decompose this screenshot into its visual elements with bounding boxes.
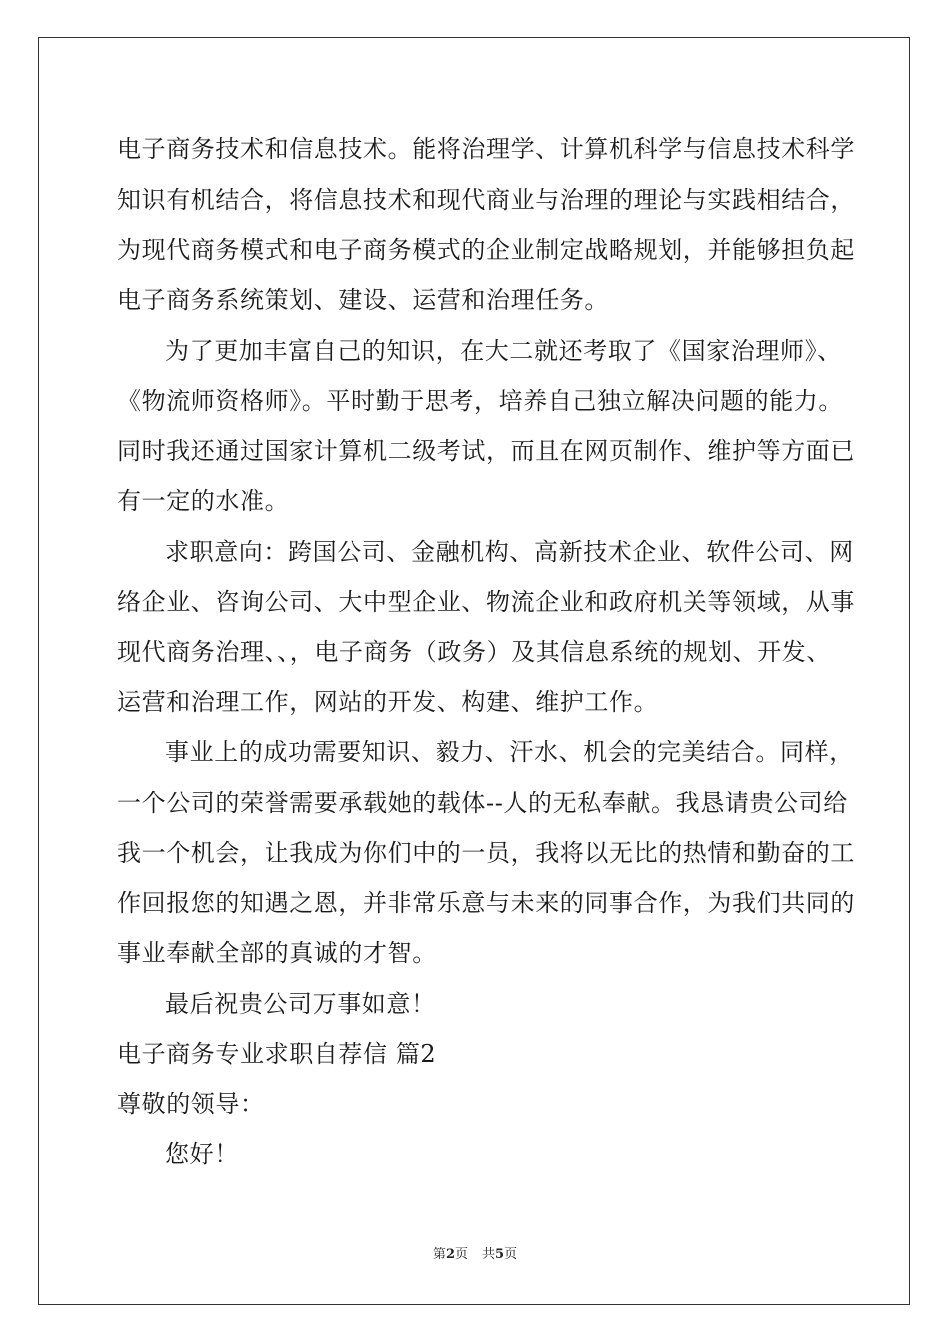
paragraph-4-line-1: 事业上的成功需要知识、毅力、汗水、机会的完美结合。同样， xyxy=(165,738,854,766)
section-title: 电子商务专业求职自荐信 篇2 xyxy=(117,1040,437,1068)
page-number-current: 2 xyxy=(445,1247,455,1262)
page-total-prefix: 共 xyxy=(482,1247,496,1262)
paragraph-3-line-1: 求职意向：跨国公司、金融机构、高新技术企业、软件公司、网 xyxy=(165,538,854,566)
paragraph-1-line-3: 为现代商务模式和电子商务模式的企业制定战略规划，并能够担负起 xyxy=(117,236,855,264)
paragraph-3-line-3: 现代商务治理、、，电子商务（政务）及其信息系统的规划、开发、 xyxy=(117,638,831,666)
paragraph-1-line-1: 电子商务技术和信息技术。能将治理学、计算机科学与信息技术科学 xyxy=(117,135,855,163)
paragraph-4-line-2: 一个公司的荣誉需要承载她的载体--人的无私奉献。我恳请贵公司给 xyxy=(117,789,848,817)
page-total-suffix: 页 xyxy=(504,1247,518,1262)
salutation: 尊敬的领导： xyxy=(117,1090,265,1118)
paragraph-1-line-2: 知识有机结合，将信息技术和现代商业与治理的理论与实践相结合， xyxy=(117,186,855,214)
paragraph-2-line-3: 同时我还通过国家计算机二级考试，而且在网页制作、维护等方面已 xyxy=(117,437,855,465)
paragraph-4-line-4: 作回报您的知遇之恩，并非常乐意与未来的同事合作，为我们共同的 xyxy=(117,889,855,917)
paragraph-2-line-2: 《物流师资格师》。平时勤于思考，培养自己独立解决问题的能力。 xyxy=(117,387,843,415)
paragraph-2-line-4: 有一定的水准。 xyxy=(117,487,290,515)
greeting: 您好！ xyxy=(165,1140,239,1168)
paragraph-3-line-4: 运营和治理工作，网站的开发、构建、维护工作。 xyxy=(117,688,659,716)
page-number-prefix: 第 xyxy=(432,1247,446,1262)
page-number-suffix: 页 xyxy=(454,1247,468,1262)
paragraph-4-line-5: 事业奉献全部的真诚的才智。 xyxy=(117,939,437,967)
page-footer xyxy=(0,1246,950,1264)
paragraph-2-line-1: 为了更加丰富自己的知识，在大二就还考取了《国家治理师》、 xyxy=(165,337,842,365)
paragraph-4-line-3: 我一个机会，让我成为你们中的一员，我将以无比的热情和勤奋的工 xyxy=(117,839,855,867)
closing-wish: 最后祝贵公司万事如意！ xyxy=(165,990,436,1018)
page-number-total: 5 xyxy=(495,1247,505,1262)
paragraph-3-line-2: 络企业、咨询公司、大中型企业、物流企业和政府机关等领域，从事 xyxy=(117,588,855,616)
paragraph-1-line-4: 电子商务系统策划、建设、运营和治理任务。 xyxy=(117,286,609,314)
